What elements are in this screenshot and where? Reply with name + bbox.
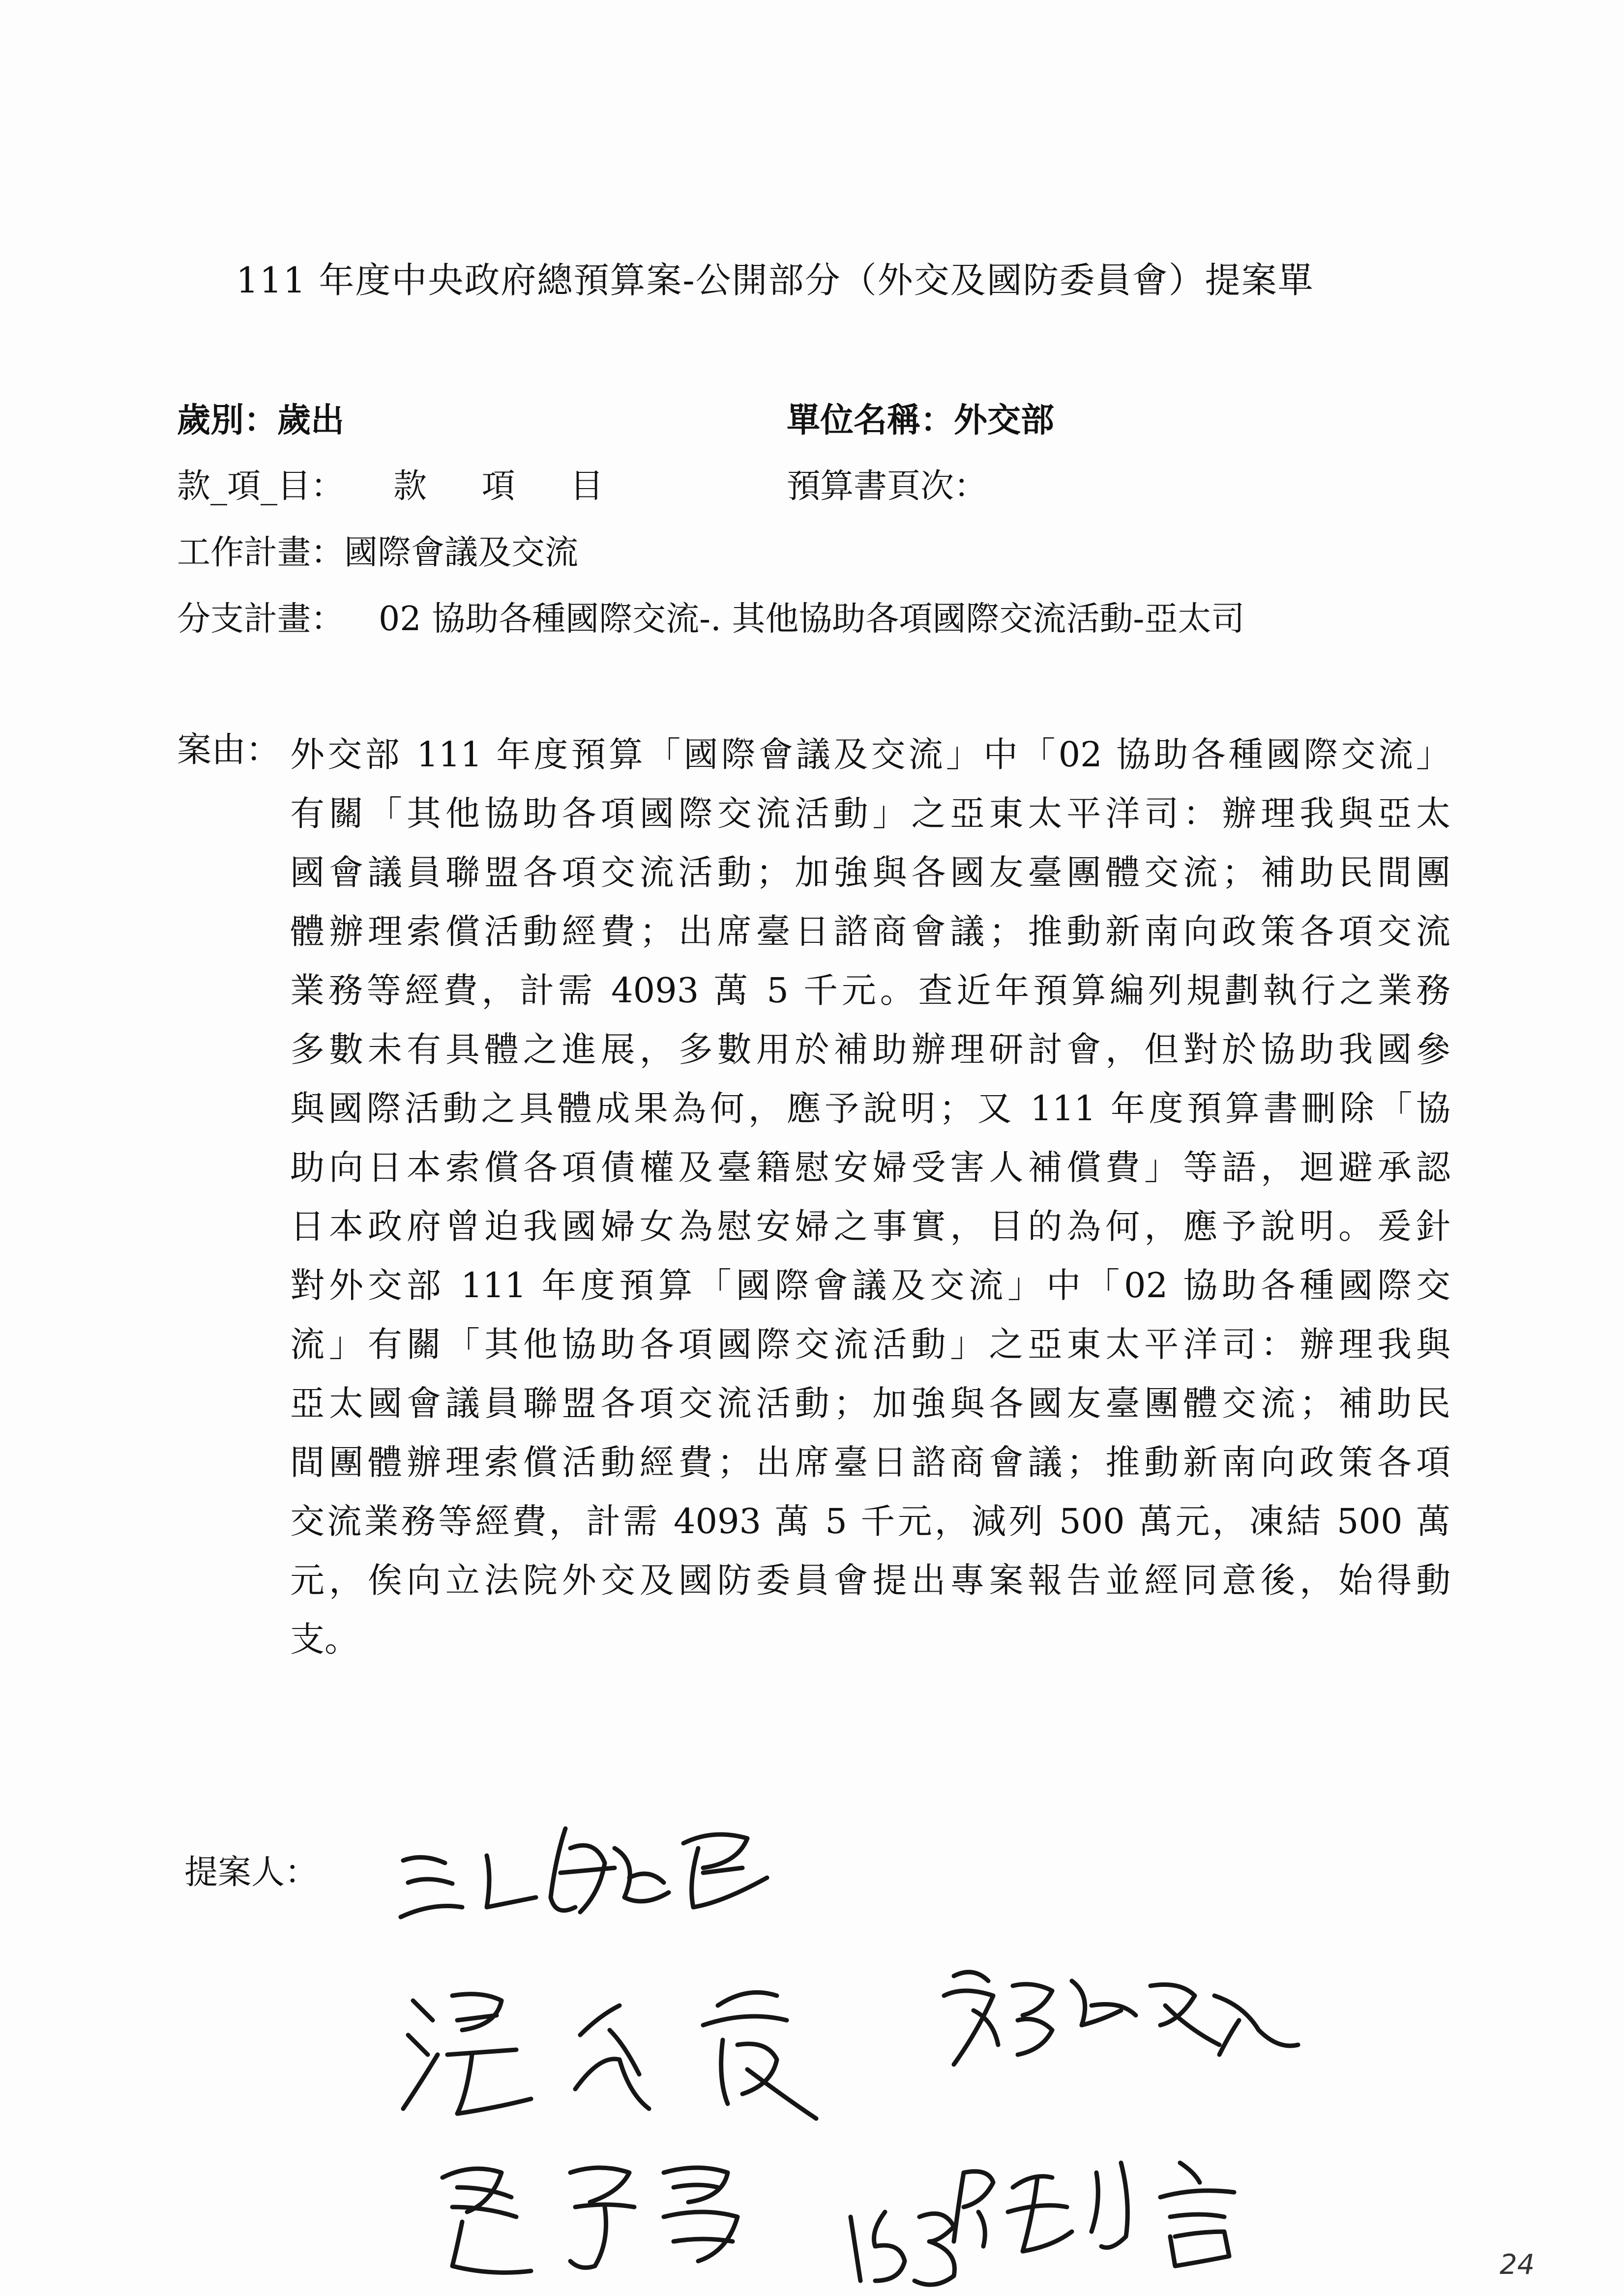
kxm-value-mu: 目 [570,467,604,506]
kxm-value-xiang: 項 [481,467,515,506]
kxm-label: 款_項_目： [177,467,345,506]
signature-5 [954,2163,1234,2266]
case-line: 業務等經費，計需 4093 萬 5 千元。查近年預算編列規劃執行之業務 [290,970,1450,1011]
kxm-value-kuan: 款 [393,467,427,506]
case-line: 亞太國會議員聯盟各項交流活動；加強與各國友臺團體交流；補助民 [290,1383,1450,1424]
signature-2 [403,1992,816,2119]
sub-plan-value: 02 協助各種國際交流-. 其他協助各項國際交流活動-亞太司 [379,600,1245,639]
page-ref-label: 預算書頁次： [787,467,988,506]
signature-1 [401,1829,767,1917]
proposer-label: 提案人： [184,1853,319,1892]
case-line: 日本政府曾迫我國婦女為慰安婦之事實，目的為何，應予說明。爰針 [290,1206,1450,1247]
case-line: 元，俟向立法院外交及國防委員會提出專案報告並經同意後，始得動 [290,1560,1450,1600]
case-line: 流」有關「其他協助各項國際交流活動」之亞東太平洋司：辦理我與 [290,1324,1450,1365]
unit-label: 單位名稱：外交部 [787,401,1055,440]
case-label: 案由： [177,729,280,770]
case-line: 體辦理索償活動經費；出席臺日諮商會議；推動新南向政策各項交流 [290,911,1450,952]
signature-4 [443,2168,738,2272]
case-line: 有關「其他協助各項國際交流活動」之亞東太平洋司：辦理我與亞太 [290,793,1450,834]
case-line: 助向日本索償各項債權及臺籍慰安婦受害人補償費」等語，迴避承認 [290,1147,1450,1188]
sub-plan-label: 分支計畫： [177,600,345,639]
case-line: 與國際活動之具體成果為何，應予說明；又 111 年度預算書刪除「協 [290,1088,1450,1129]
case-line: 交流業務等經費，計需 4093 萬 5 千元，減列 500 萬元，凍結 500 萬 [290,1501,1450,1541]
handwritten-number [851,2212,954,2285]
category-label: 歲別：歲出 [177,401,345,440]
case-line: 對外交部 111 年度預算「國際會議及交流」中「02 協助各種國際交 [290,1265,1450,1306]
case-line: 間團體辦理索償活動經費；出席臺日諮商會議；推動新南向政策各項 [290,1442,1450,1482]
kxm-values [393,462,648,511]
page-number: 24 [1500,2249,1535,2281]
case-line: 外交部 111 年度預算「國際會議及交流」中「02 協助各種國際交流」 [290,734,1450,775]
case-line: 多數未有具體之進展，多數用於補助辦理研討會，但對於協助我國參 [290,1029,1450,1070]
document-title: 111 年度中央政府總預算案-公開部分（外交及國防委員會）提案單 [236,260,1314,301]
case-line: 支。 [290,1619,359,1659]
work-plan-label: 工作計畫：國際會議及交流 [177,533,579,572]
case-line: 國會議員聯盟各項交流活動；加強與各國友臺團體交流；補助民間團 [290,852,1450,893]
signature-3 [944,1972,1298,2064]
